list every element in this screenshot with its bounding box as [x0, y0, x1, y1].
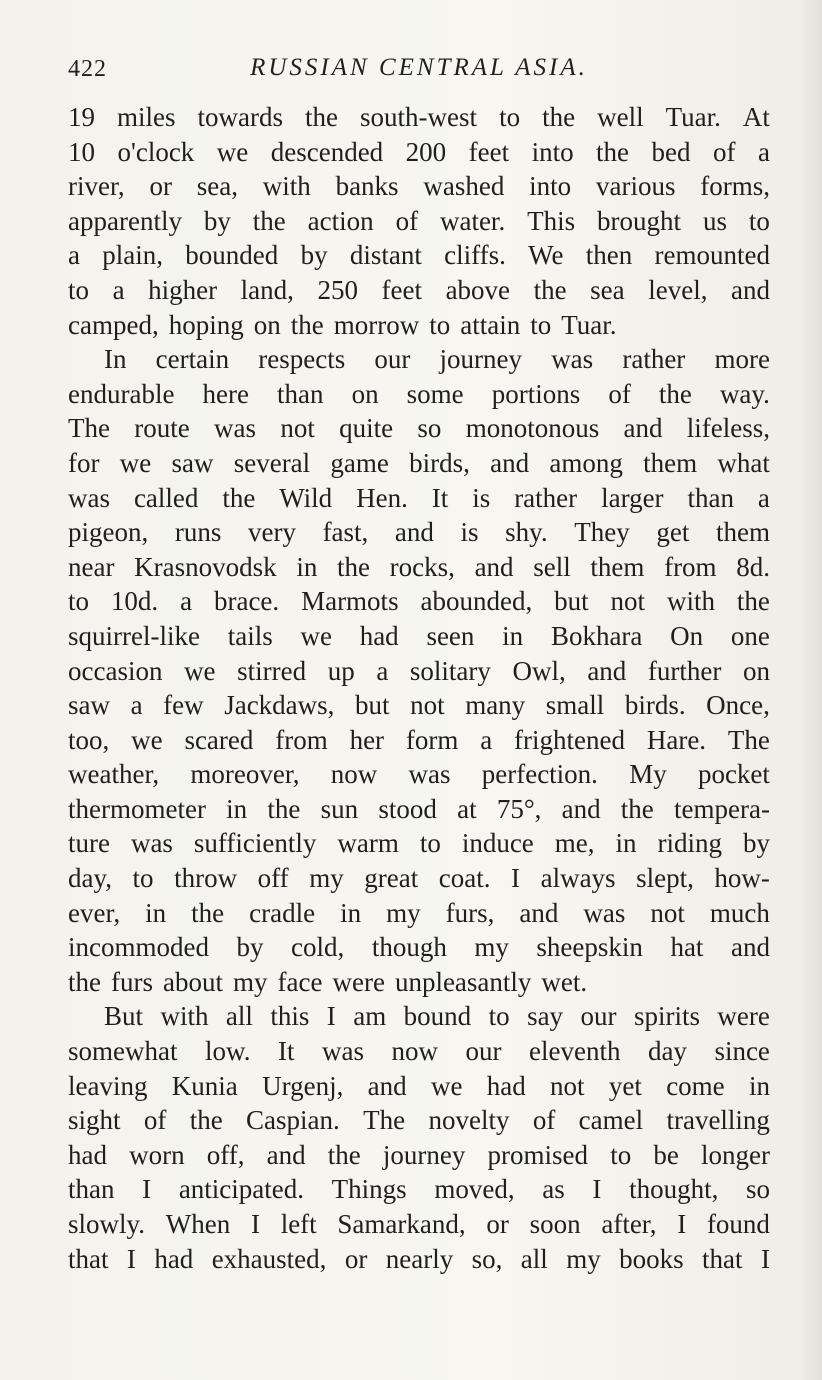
text-line: The route was not quite so monotonous and lifeless,: [68, 413, 770, 444]
page-header: [68, 52, 770, 88]
text-line: 10 o'clock we descended 200 feet into the bed of a: [68, 136, 770, 167]
text-line: sight of the Caspian. The novelty of camel travelling: [68, 1105, 770, 1136]
text-line: near Krasnovodsk in the rocks, and sell them from 8d.: [68, 551, 770, 582]
text-line: weather, moreover, now was perfection. My pocket: [68, 759, 770, 790]
text-line: had worn off, and the journey promised to be longer: [68, 1139, 770, 1170]
text-line: for we saw several game birds, and among them what: [68, 447, 770, 478]
running-head: RUSSIAN CENTRAL ASIA.: [250, 54, 588, 81]
text-line: endurable here than on some portions of the way.: [68, 378, 770, 409]
text-line: than I anticipated. Things moved, as I thought, so: [68, 1174, 770, 1205]
text-line: too, we scared from her form a frightened Hare. The: [68, 724, 770, 755]
text-line: slowly. When I left Samarkand, or soon after, I found: [68, 1209, 770, 1239]
text-line: day, to throw off my great coat. I always slept, how-: [68, 863, 770, 894]
text-line: to a higher land, 250 feet above the sea level, and: [68, 274, 770, 305]
text-line: somewhat low. It was now our eleventh day since: [68, 1036, 770, 1067]
text-line: thermometer in the sun stood at 75°, and the tempera-: [68, 793, 770, 824]
page-number: 422: [68, 56, 107, 82]
text-line: to 10d. a brace. Marmots abounded, but not with the: [68, 586, 770, 617]
text-line: river, or sea, with banks washed into various forms,: [68, 171, 770, 202]
text-line: a plain, bounded by distant cliffs. We then remounted: [68, 240, 770, 271]
text-line: 19 miles towards the south-west to the well Tuar. At: [68, 102, 770, 132]
text-line: pigeon, runs very fast, and is shy. They get them: [68, 517, 770, 548]
text-line: occasion we stirred up a solitary Owl, and further on: [68, 655, 770, 686]
body-text: [68, 100, 770, 1276]
text-line: In certain respects our journey was rather more: [104, 344, 770, 375]
page-edge-shadow: [800, 0, 822, 1380]
text-line: squirrel-like tails we had seen in Bokhara On one: [68, 620, 770, 651]
text-line: leaving Kunia Urgenj, and we had not yet come in: [68, 1070, 770, 1101]
text-line: the furs about my face were unpleasantly wet.: [68, 966, 588, 997]
text-line: apparently by the action of water. This brought us to: [68, 205, 770, 236]
text-line: ever, in the cradle in my furs, and was not much: [68, 897, 770, 928]
text-line: was called the Wild Hen. It is rather larger than a: [68, 482, 770, 513]
text-line: saw a few Jackdaws, but not many small birds. Once,: [68, 690, 770, 721]
text-line: that I had exhausted, or nearly so, all my books that I: [68, 1243, 770, 1274]
text-line: incommoded by cold, though my sheepskin hat and: [68, 932, 770, 963]
text-line: But with all this I am bound to say our spirits were: [104, 1001, 770, 1032]
text-line: ture was sufficiently warm to induce me, in riding by: [68, 828, 770, 859]
text-line: camped, hoping on the morrow to attain to Tuar.: [68, 309, 617, 340]
